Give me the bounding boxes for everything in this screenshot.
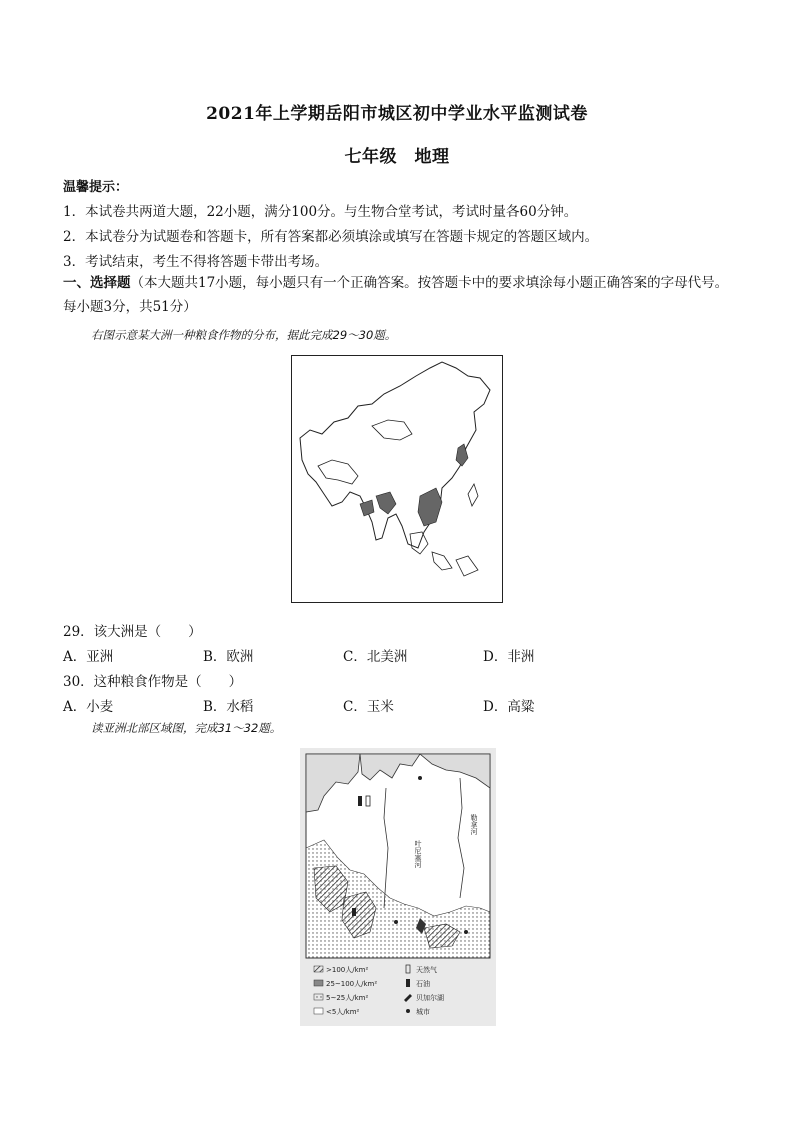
river-label-lena: 勒拿河 (470, 814, 478, 835)
exam-title: 2021年上学期岳阳市城区初中学业水平监测试卷 (206, 104, 588, 124)
map1-note: 右图示意某大洲一种粮食作物的分布，据此完成29～30题。 (91, 328, 397, 342)
asia-crop-map (291, 355, 503, 603)
question-29-stem: 29．该大洲是（ ） (63, 624, 202, 640)
legend-label: 天然气 (416, 966, 437, 974)
map2-note: 读亚洲北部区域图，完成31～32题。 (91, 721, 282, 735)
north-asia-map (300, 748, 496, 1026)
section-1-heading: 一、选择题 (63, 275, 131, 291)
q29-option-b[interactable]: B．欧洲 (203, 649, 254, 665)
q30-option-a[interactable]: A．小麦 (63, 699, 114, 715)
legend-label: <5人/km² (326, 1008, 360, 1016)
tips-heading: 温馨提示： (63, 180, 129, 195)
section-1 (63, 271, 735, 319)
exam-subtitle: 七年级 地理 (344, 147, 450, 167)
q30-option-b[interactable]: B．水稻 (203, 699, 254, 715)
legend-label: 贝加尔湖 (416, 994, 444, 1002)
tip-item: 3．考试结束，考生不得将答题卡带出考场。 (63, 254, 329, 270)
section-1-text: （本大题共17小题，每小题只有一个正确答案。按答题卡中的要求填涂每小题正确答案的字母代号。每小题3分，共51分） (63, 275, 729, 315)
q30-option-d[interactable]: D．高粱 (483, 699, 535, 715)
river-label-yenisei: 叶尼塞河 (414, 840, 422, 868)
legend-label: >100人/km² (326, 966, 369, 974)
legend-label: 石油 (416, 980, 430, 988)
q30-option-c[interactable]: C．玉米 (343, 699, 394, 715)
legend-label: 5~25人/km² (326, 994, 369, 1002)
tip-item: 2．本试卷分为试题卷和答题卡，所有答案都必须填涂或填写在答题卡规定的答题区域内。 (63, 229, 599, 245)
q29-option-d[interactable]: D．非洲 (483, 649, 535, 665)
q29-option-a[interactable]: A．亚洲 (63, 649, 114, 665)
legend-label: 25~100人/km² (326, 980, 378, 988)
q29-option-c[interactable]: C．北美洲 (343, 649, 408, 665)
legend-label: 城市 (416, 1008, 430, 1016)
tip-item: 1．本试卷共两道大题，22小题，满分100分。与生物合堂考试，考试时量各60分钟。 (63, 204, 578, 220)
question-30-stem: 30．这种粮食作物是（ ） (63, 674, 243, 690)
